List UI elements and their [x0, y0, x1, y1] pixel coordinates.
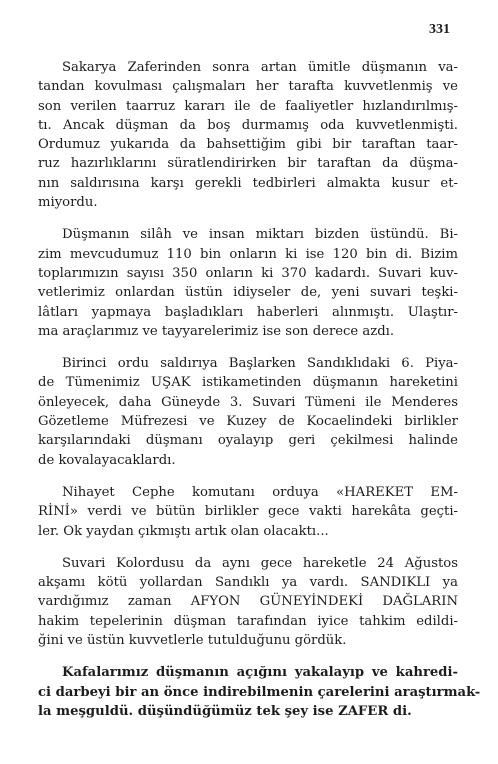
body-text — [38, 58, 481, 734]
text-line: zim mevcudumuz 110 bin onların ki ise 120 bin di. Bizim — [38, 246, 458, 262]
text-line: Ordumuz yukarıda da bahsettiğim gibi bir taraftan taar- — [38, 137, 458, 153]
text-line: Kafalarımız düşmanın açığını yakalayıp ve kahredi- — [62, 665, 458, 681]
text-line: tandan kovulması çalışmaları her tarafta kuvvetlenmiş ve — [38, 79, 458, 95]
text-line: miyordu. — [38, 195, 98, 211]
text-line: la meşguldü. düşündüğümüz tek şey ise ZAFER di. — [38, 703, 412, 719]
text-line: Suvari Kolordusu da aynı gece hareketle 24 Ağustos — [62, 555, 458, 571]
text-line: vardığımız zaman AFYON GÜNEYİNDEKİ DAĞLARIN — [38, 594, 458, 610]
text-line: nın saldırısına karşı gerekli tedbirleri almakta kusur et- — [38, 175, 458, 191]
text-line: hakim tepelerinin düşman tarafından iyice tahkim edildi- — [38, 613, 458, 629]
paragraph — [38, 554, 458, 650]
paragraph — [38, 225, 458, 341]
text-line: tı. Ancak düşman da boş durmamış oda kuvvetlenmişti. — [38, 117, 458, 133]
text-line: Nihayet Cephe komutanı orduya «HAREKET EM- — [62, 484, 458, 500]
text-line: Birinci ordu saldırıya Başlarken Sandıklıdaki 6. Piya- — [62, 356, 458, 372]
text-line: de Tümenimiz UŞAK istikametinden düşmanın hareketini — [38, 375, 458, 391]
text-line: ler. Ok yaydan çıkmıştı artık olan olacaktı... — [38, 523, 329, 539]
text-line: Düşmanın silâh ve insan miktarı bizden üstündü. Bi- — [62, 227, 458, 243]
text-line: ruz hazırlıklarını süratlendirirken bir taraftan da düşma- — [38, 156, 458, 172]
paragraph — [38, 354, 458, 470]
text-line: toplarımızın sayısı 350 onların ki 370 kadardı. Suvari kuv- — [38, 265, 458, 281]
paragraph — [38, 58, 458, 212]
paragraph — [38, 483, 458, 541]
text-line: Gözetleme Müfrezesi ve Kuzey de Kocaelindeki birlikler — [38, 414, 458, 430]
text-line: ma araçlarımız ve tayyarelerimiz ise son derece azdı. — [38, 323, 395, 339]
text-line: vetlerimiz onlardan üstün idiyseler de, yeni suvari teşki- — [38, 285, 458, 301]
text-line: de kovalayacaklardı. — [38, 452, 176, 468]
text-line: karşılarındaki düşmanı oyalayıp geri çekilmesi halinde — [38, 433, 458, 449]
text-line: Sakarya Zaferinden sonra artan ümitle düşmanın va- — [62, 60, 458, 75]
text-line: lâtları yapmaya başladıkları haberleri alınmıştı. Ulaştır- — [38, 304, 458, 320]
paragraph-bold — [38, 663, 481, 721]
text-line: ci darbeyi bir an önce indirebilmenin çarelerini araştırmak- — [38, 684, 481, 700]
text-line: ğini ve üstün kuvvetlerle tutulduğunu gördük. — [38, 633, 347, 649]
text-line: RİNİ» verdi ve bütün birlikler gece vakti harekâta geçti- — [38, 504, 458, 520]
text-line: son verilen taarruz kararı ile de faaliyetler hızlandırılmış- — [38, 98, 458, 114]
text-line: önleyecek, daha Güneyde 3. Suvari Tümeni ile Menderes — [38, 394, 458, 410]
page-number: 331 — [429, 22, 450, 37]
text-line: akşamı kötü yollardan Sandıklı ya vardı. SANDIKLI ya — [38, 575, 458, 591]
